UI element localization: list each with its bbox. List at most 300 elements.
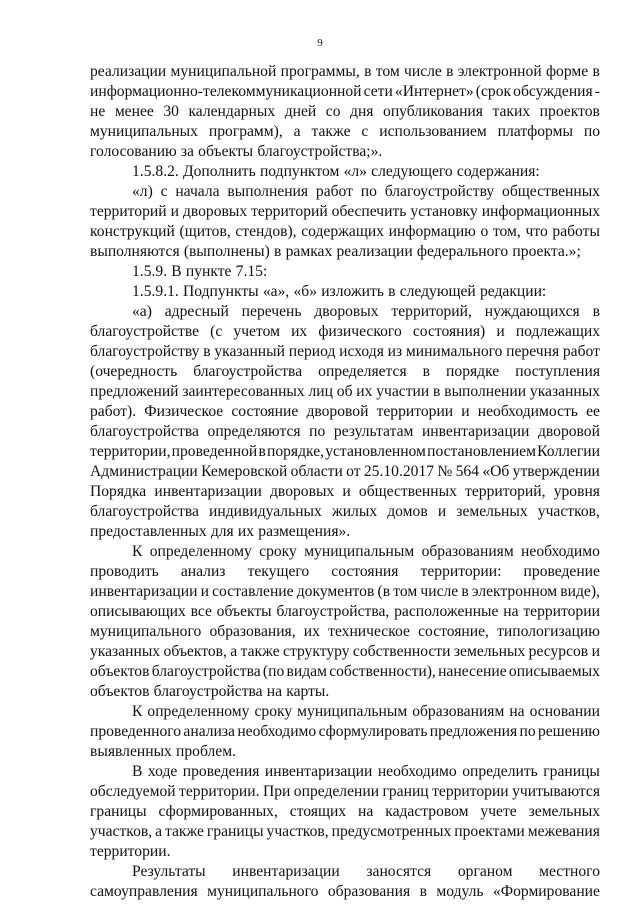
word: не [90,103,106,120]
word: а [230,643,238,660]
word: благоустройству [384,183,495,200]
word: предложений [90,383,179,400]
word: таких [492,103,531,120]
word: территорий, [391,303,472,320]
word: «л) [132,183,153,200]
word: В [171,263,182,280]
word: составление [212,583,294,600]
word: земельных [528,803,600,820]
word: Дополнить [182,163,256,180]
word: в [422,363,431,380]
word: том [375,63,400,80]
text-line [90,382,600,402]
word: на [509,703,525,720]
word: стендов), [235,223,297,240]
word: кадастровом [385,803,469,820]
word: расположенные [394,603,499,620]
word: информационно-телекоммуникационной [90,83,362,100]
word: инвентаризации [264,763,373,780]
word: общественных [358,483,457,500]
word: благоустройстве [90,323,200,340]
word: домов [387,503,428,520]
word: Коллегии [537,443,600,460]
word: области [290,463,343,480]
word: информационных [481,203,600,220]
word: (срок [475,83,512,100]
word: по [583,123,600,140]
word: благоустройства [90,503,199,520]
word: проектов [539,103,600,120]
word: и [437,503,447,520]
text-line [90,562,600,582]
word: выполнении [444,383,527,400]
word: собственности), [329,663,436,680]
word: определенному [149,543,252,560]
text-line [132,262,600,282]
word: об [336,383,353,400]
word: следующей [399,283,476,300]
word: голосованию [90,143,177,160]
word: муниципального [207,883,319,900]
word: «Формирование [492,883,600,900]
word: дворовых [314,303,379,320]
word: благоустройства [193,363,303,380]
word: постановлением [427,443,536,460]
word: муниципальным [304,543,415,560]
word: из [387,343,403,360]
word: В [132,763,143,780]
word: 30 [163,103,179,120]
text-line [132,702,600,722]
word: реализации [90,63,167,80]
word: на [503,603,519,620]
word: ее [586,403,600,420]
word: указанный [214,343,285,360]
word: территории [376,403,454,420]
word: их [303,623,320,640]
word: от [346,463,361,480]
text-line [90,102,600,122]
word: территории [523,603,600,620]
word: подпунктом [259,163,340,180]
word: нуждающихся [484,303,580,320]
word: состояние, [418,623,489,640]
word: в [433,383,441,400]
text-line [90,342,600,362]
word: и [342,483,351,500]
text-line [90,822,600,842]
word: Администрации [90,463,198,480]
word: индивидуальных [209,503,322,520]
word: а [155,823,163,840]
word: «Об [482,463,510,480]
word: муниципальных [90,123,198,140]
text-line [90,442,600,462]
word: благоустройству [90,343,200,360]
word: типологизацию [497,623,600,640]
word: самоуправления [90,883,198,900]
word: установку [410,203,478,220]
word: со [325,103,341,120]
word: муниципальным [297,703,408,720]
word: с [160,183,168,200]
word: порядке, [266,443,325,460]
word: период [288,343,336,360]
word: подлежащих [515,323,600,340]
word: образованиям [421,543,514,560]
word: их [237,523,255,540]
word: по [519,723,536,740]
text-line [90,422,600,442]
text-line [132,862,600,882]
word: 7.15: [235,263,268,280]
word: в [592,63,600,80]
word: обеспечить [331,203,407,220]
word: участков, [537,503,600,520]
word: перечня [506,343,560,360]
word: собственности [352,643,451,660]
word: по [360,183,377,200]
word: определяется [318,363,407,380]
word: в [419,883,427,900]
text-line [132,762,600,782]
word: территорий [90,203,167,220]
text-line [90,522,600,542]
word: редакции: [479,283,547,300]
word: дней [284,103,317,120]
word: необходимо [377,763,457,780]
word: территорий, [465,483,546,500]
word: Порядка [90,483,147,500]
word: участков, [266,823,329,840]
text-line [90,322,600,342]
text-line [90,882,600,902]
word: видам [286,663,327,680]
word: с [361,123,369,140]
word: программы, [280,63,360,80]
word: Кемеровской [201,463,288,480]
text-line [90,222,600,242]
word: в [446,63,454,80]
word: установленном [325,443,426,460]
word: на [266,683,283,700]
word: основании [529,703,600,720]
word: техническое [328,623,410,640]
word: проведение [523,563,600,580]
word: «б» [293,283,317,300]
word: выявленных [90,743,172,760]
word: опубликования [383,103,483,120]
text-line [90,802,600,822]
word: благоустройства [151,663,261,680]
word: в [388,283,396,300]
word: территории, [90,443,171,460]
word: определенному [147,703,250,720]
word: следующего [371,163,453,180]
word: образованиям [412,703,505,720]
word: числе [420,583,459,600]
word: границы [543,763,600,780]
word: утверждении [512,463,600,480]
text-line [90,622,600,642]
text-line [132,282,600,302]
text-line [90,742,600,762]
word: результатам [333,423,414,440]
word: дворовой [306,403,369,420]
text-line [90,242,600,262]
word: и [496,323,505,340]
word: начала [175,183,220,200]
word: порядке [446,363,500,380]
word: определяются [207,423,301,440]
word: сроку [259,543,297,560]
word: исходя [339,343,384,360]
word: указанных [90,643,161,660]
word: «а», [262,283,290,300]
word: заносятся [366,863,432,880]
word: При [262,783,291,800]
word: территории [432,783,509,800]
word: 1.5.8.2. [132,163,179,180]
word: предложения [429,723,518,740]
text-line [90,462,600,482]
word: (щитов, [179,223,231,240]
word: также [311,123,351,140]
word: проводить [90,563,159,580]
word: органом [457,863,513,880]
word: о [480,223,489,240]
word: жилых [331,503,378,520]
word: программ), [208,123,283,140]
word: в [461,583,469,600]
word: муниципального [90,623,202,640]
word: обсуждения [513,83,593,100]
word: предоставленных [90,523,207,540]
word: проблем. [176,743,236,760]
word: использованием [379,123,487,140]
word: муниципальной [170,63,277,80]
word: К [132,543,143,560]
word: Подпункты [182,283,259,300]
word: реализации [336,243,413,260]
word: Результаты [132,863,206,880]
text-line [90,662,600,682]
word: участии [376,383,430,400]
word: состояния [331,563,399,580]
word: анализ [180,563,226,580]
word: поступления [515,363,600,380]
word: текущего [247,563,310,580]
word: уровня [553,483,600,500]
word: Физическое [144,403,224,420]
word: том, [492,223,521,240]
word: (очередность [90,363,178,380]
word: содержания: [456,163,540,180]
word: в [274,243,282,260]
word: ходе [147,763,178,780]
word: том [393,583,418,600]
word: границы [206,823,264,840]
word: предусмотренных [331,823,452,840]
word: инвентаризации [232,863,340,880]
word: границ [382,783,429,800]
word: работ [562,343,600,360]
word: проведенного [90,723,182,740]
word: учитываются [512,783,600,800]
word: документов [296,583,375,600]
text-line [90,82,600,102]
word: состояния) [412,323,486,340]
word: объектов, [163,643,227,660]
word: работ [315,183,353,200]
word: дня [350,103,374,120]
word: и [200,583,209,600]
word: заинтересованных [182,383,305,400]
text-line [90,682,600,702]
word: необходимо [237,723,317,740]
word: описываемых [508,663,600,680]
word: описывающих [90,603,186,620]
text-line [90,62,600,82]
word: рамках [285,243,333,260]
word: (выполнены) [183,243,270,260]
text-line [90,402,600,422]
word: «Интернет» [394,83,474,100]
word: состояние [231,403,299,420]
word: обследуемой [90,783,176,800]
text-line [132,302,600,322]
word: проведенной [171,443,258,460]
word: дворовой [537,423,600,440]
text-line [90,722,600,742]
text-line [90,362,600,382]
word: № [437,463,453,480]
word: информацию [388,223,476,240]
word: стоящих [289,803,347,820]
word: территорий [251,203,328,220]
word: и [461,403,470,420]
word: на [358,803,374,820]
word: (с [210,323,223,340]
text-line [90,602,600,622]
word: 1.5.9. [132,263,168,280]
text-line [132,182,600,202]
word: работы [552,223,600,240]
word: конструкций [90,223,175,240]
word: дворовых [182,203,248,220]
word: в [203,343,211,360]
word: федерального [416,243,509,260]
word: выполняются [90,243,180,260]
word: образования [327,883,411,900]
word: минимального [405,343,503,360]
word: местного [539,863,600,880]
text-line [90,782,600,802]
word: работ). [90,403,137,420]
word: выполнения [227,183,309,200]
page-number: 9 [317,37,323,49]
text-line [90,482,600,502]
word: необходимость [477,403,578,420]
word: инвентаризации [154,483,262,500]
word: учете [480,803,517,820]
word: «л» [343,163,367,180]
word: пункте [185,263,232,280]
word: все [190,603,212,620]
word: образования, [209,623,296,640]
word: (по [262,663,285,680]
word: в [258,443,266,460]
word: их [291,323,308,340]
word: по [309,423,326,440]
word: «а) [132,303,152,320]
text-line [90,582,600,602]
word: нанесение [438,663,507,680]
word: благоустройства, [276,603,390,620]
word: объекты [216,603,272,620]
word: календарных [188,103,276,120]
word: в [592,303,600,320]
word: (в [377,583,391,600]
word: 1.5.9.1. [132,283,179,300]
word: в [364,63,372,80]
text-line [90,142,600,162]
word: карты. [286,683,330,700]
word: проекта.»; [512,243,581,260]
word: форме [545,63,589,80]
word: сети [363,83,393,100]
word: также [240,643,280,660]
word: благоустройства [90,423,199,440]
word: указанных [529,383,600,400]
word: также [164,823,204,840]
text-line [90,122,600,142]
word: земельных [453,643,526,660]
word: ресурсов [528,643,589,660]
word: объекты [198,143,254,160]
word: территории: [420,563,502,580]
word: размещения». [258,523,351,540]
word: определить [462,763,538,780]
word: участков, [90,823,153,840]
word: модуль [436,883,484,900]
word: инвентаризации [90,583,198,600]
word: виде), [560,583,600,600]
word: сформированных, [158,803,278,820]
word: и [170,203,179,220]
word: инвентаризации [421,423,530,440]
word: менее [114,103,154,120]
word: границы [90,803,147,820]
word: объектов [90,663,150,680]
word: структуру [283,643,350,660]
word: проектами [454,823,525,840]
word: сроку [254,703,293,720]
word: 25.10.2017 [363,463,435,480]
word: их [356,383,373,400]
word: определении [293,783,380,800]
word: электронном [471,583,558,600]
word: проведения [182,763,260,780]
word: а [293,123,301,140]
word: учетом [233,323,280,340]
word: благоустройства [153,683,263,700]
text-line [90,842,600,862]
word: - [594,83,600,100]
word: необходимо [521,543,600,560]
word: для [210,523,234,540]
text-line [90,642,600,662]
